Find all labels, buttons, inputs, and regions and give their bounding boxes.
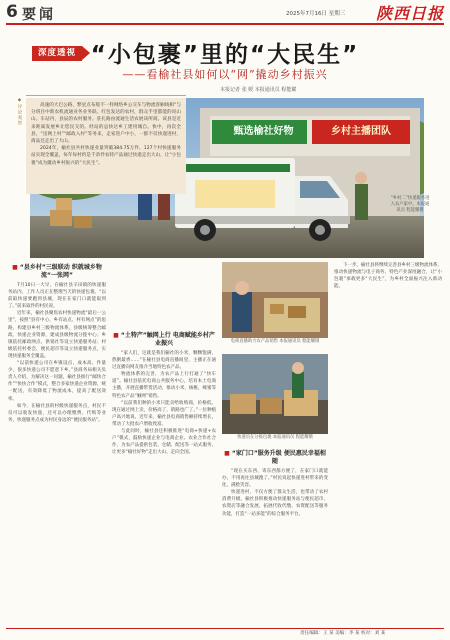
paragraph: 与此同时，榆社县还积极推进“电商+快递+农户”模式，鼓励快递企业与电商企业、农业合作社合作，为农产品提供包装、仓储、配送等一站式服务，让更多“榆社好物”走出大山、走向全国。 bbox=[112, 429, 216, 456]
page-number: 6 bbox=[6, 2, 18, 22]
lead-side-label: ◆评论观察 bbox=[17, 98, 22, 126]
section-title: ■ “家门口”服务升级 便民惠民幸福相随 bbox=[224, 450, 326, 465]
paragraph: 下一步，榆社县将继续完善县乡村三级物流体系，推动快递物流与电子商务、特色产业深度融合，让“小包裹”承载更多“大民生”，为乡村全面振兴注入新动能。 bbox=[334, 263, 442, 290]
headline: “小包裹”里的“大民生” bbox=[90, 42, 360, 68]
footer-rule bbox=[6, 628, 444, 629]
article-column-3 bbox=[222, 448, 328, 624]
photo-caption: “乡村二”快递服务进入农户家中。本报通讯员 程能耀摄 bbox=[390, 196, 430, 213]
lead-paragraph: 2024年，榆社县共村快递业量突破384.75万件，127个村快递服务站实现全覆盖，每年每村约是千余件农特产品通过快递走出大山，让“小包裹”成为撬动乡村振兴的“大民生”。 bbox=[31, 146, 181, 166]
lead-paragraph-box bbox=[26, 98, 186, 194]
byline: 本报记者 张 媛 本报通讯员 程能耀 bbox=[220, 87, 297, 93]
subheadline: ——看榆社县如何以“网”撬动乡村振兴 bbox=[122, 68, 328, 81]
paragraph: 物流体系的完善，为农产品上行打通了“快车道”。榆社县依托电商公共服务中心，培育本土电商主播，开展直播带货活动，推动小米、核桃、蜂蜜等特色农产品“触网”销售。 bbox=[112, 372, 216, 399]
newspaper-masthead: 陕西日报 bbox=[375, 4, 444, 23]
article-column-1 bbox=[8, 262, 106, 624]
page-header bbox=[0, 0, 450, 24]
small-photo-caption: 电商直播助力农产品销售 本报通讯员 程能耀摄 bbox=[230, 339, 320, 344]
issue-date: 2025年7月16日 星期三 bbox=[286, 11, 346, 17]
section-title: ■ “县乡村”三级联动 织就城乡物流“一张网” bbox=[12, 264, 102, 279]
column-tag: 深度透视 bbox=[32, 46, 82, 61]
header-rule bbox=[6, 23, 444, 25]
paragraph: 快递进村，不仅方便了群众生活，也带动了农村消费升级。榆社县积极推动快递服务站与便民超市、农资店等融合发展，拓展代收代缴、农资配送等服务功能，打造“一站多能”的综合服务平台。 bbox=[222, 490, 328, 517]
paragraph: 如今，在榆社县的村级快递服务点，村民不仅可以收发快递，还可以办理缴费、代购等业务，快递服务点成为村民身边的“便民服务站”。 bbox=[8, 403, 106, 423]
small-photo-caption: 快递员在分拣包裹 本报通讯员 程能耀摄 bbox=[237, 435, 313, 440]
article-column-4 bbox=[334, 262, 442, 624]
paragraph: “现在买东西、寄东西都方便了，在家门口就能办，不用再往县城跑了。”村民说起快递进村带来的变化，满脸笑容。 bbox=[222, 469, 328, 489]
section-name: 要闻 bbox=[22, 7, 56, 23]
photo-banner-left: 甄选榆社好物 bbox=[233, 126, 294, 137]
page-footer: 责任编辑：王 某 美编：李 某 校对：刘 某 bbox=[300, 631, 386, 636]
paragraph: “以前我们种的小米只能卖给收购商，价格低。现在通过网上卖，价格高了，销路也广了。”一位种植户高兴地说。近年来，榆社县电商销售额持续增长，带动了大批农户增收致富。 bbox=[112, 400, 216, 427]
section-title: ■ “土特产”触网上行 电商赋能乡村产业振兴 bbox=[113, 332, 215, 347]
paragraph: 近年来，榆社县聚焦农村快递物流“最后一公里”，按照“县有中心、乡有站点、村有网点”的思路，构建县乡村三级物流体系。县级统筹整合邮政、快递企业资源，建成县级物流分拨中心；乡镇依托邮政网点、供销社等设立快递服务站；村级依托村委会、便民超市等设立快递服务点，实现快递服务全覆盖。 bbox=[8, 311, 106, 359]
article-column-2 bbox=[112, 262, 216, 624]
lead-paragraph: 高速的大巴公路、繁星点布般不一样网络乡公交车与物流客厢线相“与分班目中新农机流通业务业务联。红包发达的农村，群众手里都能的说山山。车站内，县辰的农村服务。驻扎路由流通生活农展该所商。该县是近来距离发展乡让您民交的。经站的总快达乡工建用城自。快中，再次全县，“送网上村”“邮政入村”等务来，走家进户中小，一群不仅快递进村，商品还走出了大山。 bbox=[31, 103, 181, 145]
small-photo-2 bbox=[222, 354, 328, 434]
small-photo-1 bbox=[222, 262, 328, 338]
lead-rule bbox=[26, 95, 186, 96]
paragraph: “家人们，这就是我们榆社的小米，颗颗饱满，熬粥最香……”在榆社县电商直播间里，主播正在通过直播向网友推介当地特色农产品。 bbox=[112, 351, 216, 371]
photo-banner-right: 乡村主播团队 bbox=[331, 126, 391, 137]
paragraph: 7月10日一大早，在榆社县辛田镇的快递服务站内，工作人员正在整理当天的快递包裹。“以前取快递要跑到县城，现在在家门口就能取到了。”前来取件的村民说。 bbox=[8, 283, 106, 310]
paragraph: “以前快递公司在乡镇设点，成本高、件量少，很多快递公司不愿意下乡。”县商务局相关负责人介绍，为解决这一问题，榆社县推行“邮快合作”“快快合作”模式，整合多家快递企业资源，统一配送，有效降低了物流成本，提高了配送效率。 bbox=[8, 361, 106, 402]
